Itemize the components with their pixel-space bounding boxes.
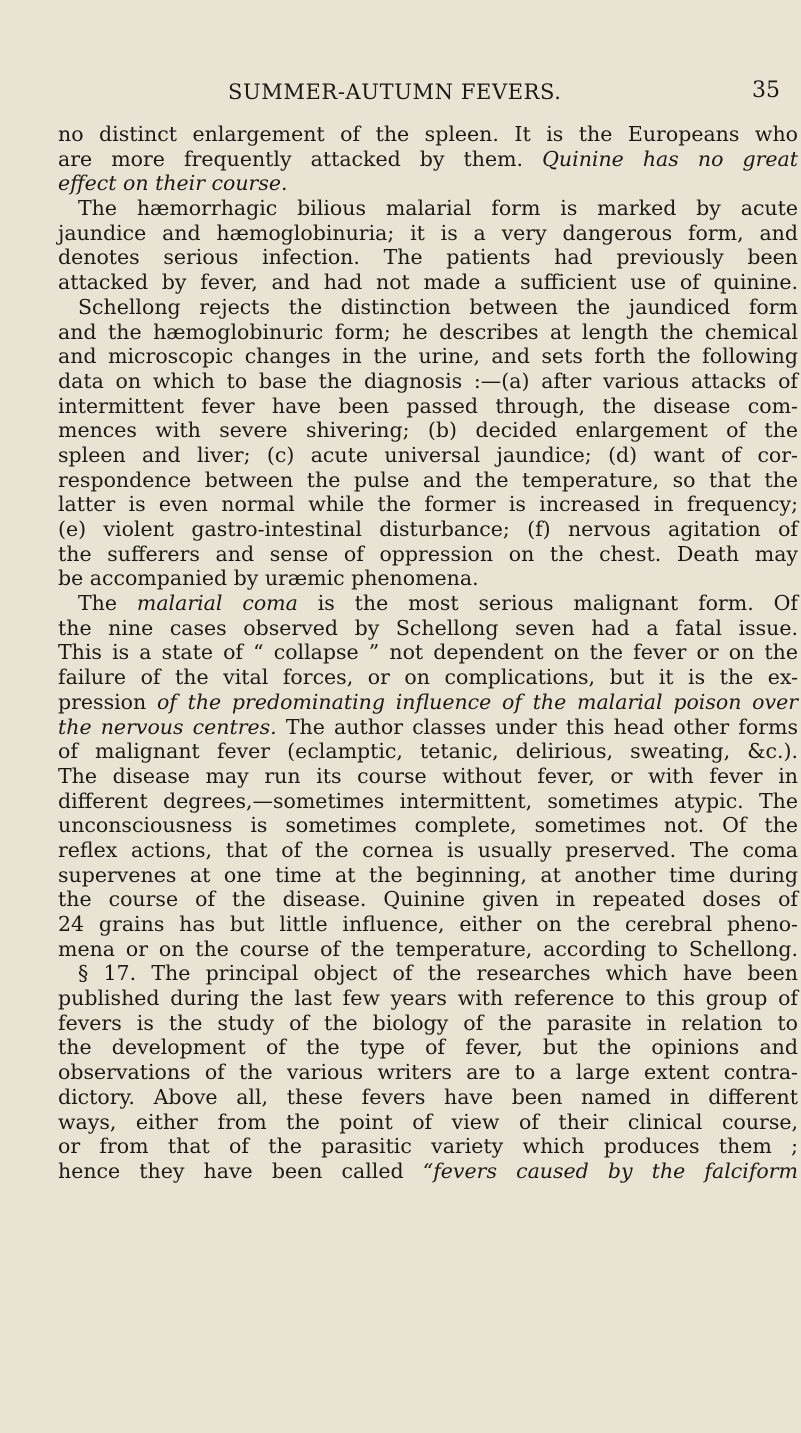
- text-line: mena or on the course of the temperature, according to Schellong.: [58, 936, 798, 961]
- text-line: The malarial coma is the most serious malignant form. Of: [78, 591, 799, 616]
- text-line: dictory. Above all, these fevers have been named in different: [58, 1084, 798, 1109]
- text-line: be accompanied by uræmic phenomena.: [58, 566, 479, 591]
- text-line: jaundice and hæmoglobinuria; it is a very dangerous form, and: [58, 220, 798, 245]
- text-line: effect on their course.: [58, 171, 288, 196]
- text-line: different degrees,—sometimes intermittent, sometimes atypic. The: [58, 788, 798, 813]
- text-line: published during the last few years with reference to this group of: [58, 986, 798, 1011]
- text-line: intermittent fever have been passed through, the disease com-: [58, 393, 798, 418]
- text-line: the nine cases observed by Schellong seven had a fatal issue.: [58, 615, 798, 640]
- text-line: denotes serious infection. The patients had previously been: [58, 245, 798, 270]
- text-line: Schellong rejects the distinction between the jaundiced form: [78, 294, 798, 319]
- text-line: reflex actions, that of the cornea is usually preserved. The coma: [58, 837, 798, 862]
- text-line: respondence between the pulse and the temperature, so that the: [58, 467, 798, 492]
- text-line: unconsciousness is sometimes complete, sometimes not. Of the: [58, 813, 798, 838]
- text-line: the nervous centres. The author classes under this head other forms: [58, 714, 798, 739]
- text-line: and microscopic changes in the urine, and sets forth the following: [58, 344, 798, 369]
- text-line: the course of the disease. Quinine given in repeated doses of: [58, 887, 798, 912]
- text-line: The hæmorrhagic bilious malarial form is marked by acute: [78, 196, 798, 221]
- running-title: SUMMER-AUTUMN FEVERS.: [228, 80, 562, 104]
- text-line: supervenes at one time at the beginning, at another time during: [58, 862, 798, 887]
- text-line: observations of the various writers are to a large extent contra-: [58, 1060, 798, 1085]
- text-line: This is a state of “ collapse ” not dependent on the fever or on the: [58, 640, 798, 665]
- text-line: the development of the type of fever, but the opinions and: [58, 1035, 798, 1060]
- text-line: the sufferers and sense of oppression on the chest. Death may: [58, 541, 798, 566]
- running-head: [0, 76, 801, 106]
- text-line: 24 grains has but little influence, either on the cerebral pheno-: [58, 912, 798, 936]
- text-line: hence they have been called “fevers caused by the falciform: [58, 1158, 798, 1183]
- text-line: latter is even normal while the former is increased in frequency;: [58, 492, 798, 517]
- text-line: mences with severe shivering; (b) decided enlargement of the: [58, 418, 798, 443]
- text-line: of malignant fever (eclamptic, tetanic, delirious, sweating, &c.).: [58, 739, 798, 764]
- text-line: failure of the vital forces, or on complications, but it is the ex-: [58, 665, 798, 690]
- text-line: are more frequently attacked by them. Quinine has no great: [58, 146, 798, 171]
- body-text: [58, 122, 798, 1184]
- text-line: spleen and liver; (c) acute universal jaundice; (d) want of cor-: [58, 442, 798, 467]
- text-line: (e) violent gastro-intestinal disturbance; (f) nervous agitation of: [58, 517, 798, 541]
- text-line: no distinct enlargement of the spleen. It is the Europeans who: [58, 122, 798, 146]
- page-number: 35: [752, 78, 780, 103]
- text-line: and the hæmoglobinuric form; he describes at length the chemical: [58, 319, 798, 344]
- text-line: ways, either from the point of view of their clinical course,: [58, 1109, 798, 1134]
- text-line: fevers is the study of the biology of the parasite in relation to: [58, 1010, 798, 1035]
- text-line: attacked by fever, and had not made a sufficient use of quinine.: [58, 270, 798, 295]
- text-line: § 17. The principal object of the researches which have been: [78, 961, 798, 986]
- text-line: data on which to base the diagnosis :—(a) after various attacks of: [58, 368, 798, 393]
- text-line: The disease may run its course without fever, or with fever in: [58, 763, 798, 788]
- text-line: pression of the predominating influence of the malarial poison over: [58, 689, 798, 714]
- text-line: or from that of the parasitic variety which produces them ;: [58, 1134, 798, 1159]
